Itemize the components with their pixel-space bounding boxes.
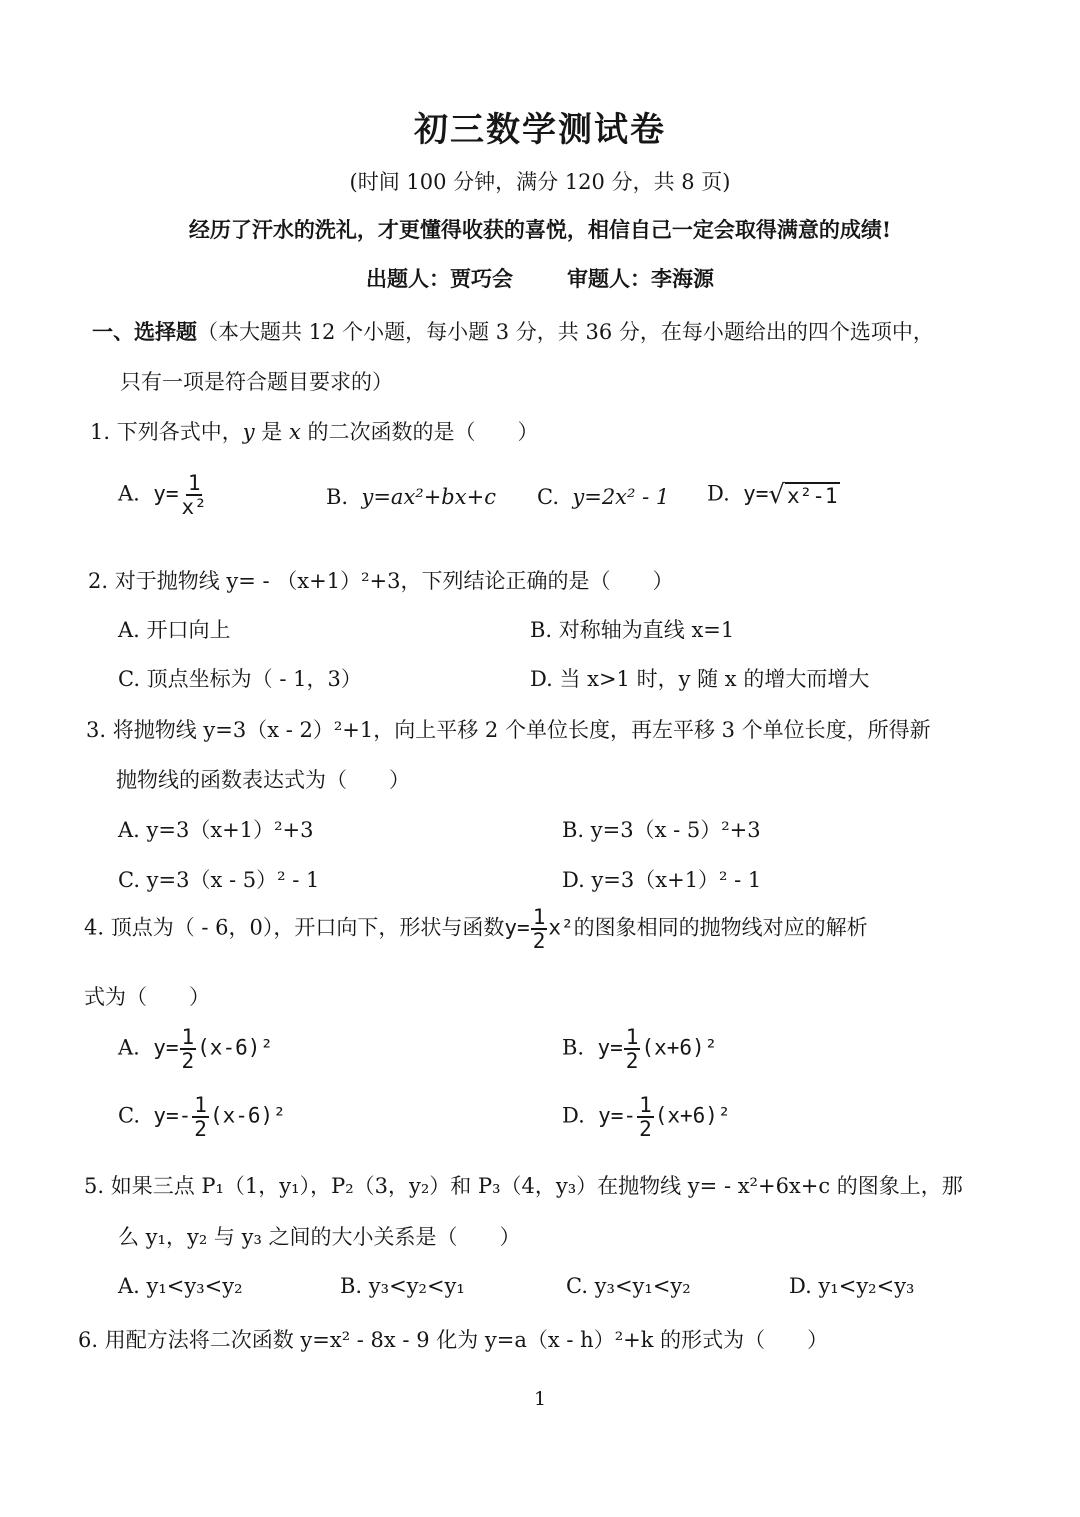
section-heading: [92, 316, 934, 346]
page-number: 1: [533, 1388, 547, 1410]
q5-option-d: D. y₁<y₂<y₃: [789, 1274, 915, 1298]
q4-text-a: 4. 顶点为（ - 6，0），开口向下，形状与函数: [84, 915, 505, 940]
q4-option-b: [562, 1026, 717, 1072]
q1-d-lhs: y=: [743, 481, 769, 506]
q2-option-c: C. 顶点坐标为（ - 1，3）: [118, 667, 362, 691]
q4-b-tail: (x+6)²: [641, 1035, 718, 1060]
q3-option-a: A. y=3（x+1）²+3: [118, 818, 314, 842]
question-1-stem: [90, 416, 539, 446]
q1-d-radicand: x²-1: [787, 484, 838, 508]
section-title: 一、选择题: [92, 319, 197, 344]
question-2-stem: 2. 对于抛物线 y= - （x+1）²+3，下列结论正确的是（ ）: [88, 569, 674, 593]
question-4-stem-cont: 式为（ ）: [84, 985, 210, 1009]
q1-var-y: y: [242, 420, 255, 444]
q4-stem-num: 1: [532, 905, 546, 929]
option-label: B.: [326, 485, 349, 509]
q2-option-d: D. 当 x>1 时，y 随 x 的增大而增大: [530, 667, 870, 691]
q4-c-tail: (x-6)²: [209, 1103, 286, 1128]
author: 出题人：贾巧会: [366, 266, 513, 291]
q1-var-x: x: [288, 420, 301, 444]
q4-a-lhs: y=: [153, 1035, 179, 1060]
q4-c-den: 2: [194, 1117, 207, 1142]
q4-d-num: 1: [639, 1093, 652, 1117]
q4-a-tail: (x-6)²: [197, 1035, 274, 1060]
q1-option-d: [707, 480, 840, 510]
q1-option-c: [537, 485, 669, 509]
q4-d-tail: (x+6)²: [654, 1103, 731, 1128]
option-label: A.: [118, 1035, 140, 1060]
q4-a-fraction: [180, 1026, 197, 1072]
motto: 经历了汗水的洗礼，才更懂得收获的喜悦，相信自己一定会取得满意的成绩!: [188, 217, 892, 242]
q1-text-b: 是: [261, 420, 283, 444]
q4-stem-lhs: y=: [504, 915, 530, 940]
exam-info: (时间 100 分钟，满分 120 分，共 8 页): [349, 170, 731, 194]
section-instructions: （本大题共 12 个小题，每小题 3 分，共 36 分，在每小题给出的四个选项中，: [197, 320, 934, 344]
q5-option-c: C. y₃<y₁<y₂: [566, 1274, 691, 1298]
q2-option-b: B. 对称轴为直线 x=1: [530, 618, 735, 642]
q4-d-den: 2: [639, 1117, 652, 1142]
q4-b-lhs: y=: [597, 1035, 623, 1060]
q3-option-d: D. y=3（x+1）² - 1: [562, 868, 762, 892]
sqrt-symbol: √: [768, 480, 785, 510]
reviewer: 审题人：李海源: [567, 266, 714, 291]
q3-option-c: C. y=3（x - 5）² - 1: [118, 868, 320, 892]
q4-option-a: [118, 1026, 273, 1072]
q4-d-lhs: y=-: [598, 1103, 637, 1128]
q4-text-b: 的图象相同的抛物线对应的解析: [573, 915, 868, 940]
q4-stem-var: x²: [548, 915, 574, 940]
question-6-stem: 6. 用配方法将二次函数 y=x² - 8x - 9 化为 y=a（x - h）²+k 的形式为（ ）: [78, 1328, 829, 1352]
q4-stem-den: 2: [532, 929, 546, 954]
q4-d-fraction: [637, 1094, 654, 1140]
option-label: B.: [562, 1035, 585, 1060]
section-instructions-cont: 只有一项是符合题目要求的）: [120, 370, 393, 394]
q3-option-b: B. y=3（x - 5）²+3: [562, 818, 761, 842]
question-5-stem: 5. 如果三点 P₁（1，y₁），P₂（3，y₂）和 P₃（4，y₃）在抛物线 y= - x²+6x+c 的图象上，那: [84, 1174, 963, 1198]
question-3-stem-cont: 抛物线的函数表达式为（ ）: [116, 768, 410, 792]
q4-c-fraction: [192, 1094, 209, 1140]
q4-b-fraction: [624, 1026, 641, 1072]
q1-text-a: 1. 下列各式中，: [90, 420, 243, 444]
question-4-stem: [84, 906, 868, 952]
option-label: D.: [562, 1103, 585, 1128]
page-title: 初三数学测试卷: [414, 110, 666, 150]
option-label: C.: [118, 1103, 140, 1128]
q1-c-expr: y=2x² - 1: [572, 485, 670, 509]
q1-option-a: [118, 472, 210, 518]
question-3-stem: 3. 将抛物线 y=3（x - 2）²+1，向上平移 2 个单位长度，再左平移 3 个单位长度，所得新: [86, 718, 931, 742]
option-label: D.: [707, 481, 730, 506]
q4-option-d: [562, 1094, 731, 1140]
q4-b-num: 1: [625, 1025, 639, 1049]
q1-a-num: 1: [187, 471, 201, 495]
q1-b-expr: y=ax²+bx+c: [361, 485, 496, 509]
q4-a-num: 1: [181, 1025, 195, 1049]
q4-stem-fraction: [531, 906, 548, 952]
q1-a-lhs: y=: [153, 481, 179, 506]
q4-a-den: 2: [181, 1049, 195, 1074]
q4-option-c: [118, 1094, 286, 1140]
q4-c-lhs: y=-: [153, 1103, 192, 1128]
question-5-stem-cont: 么 y₁，y₂ 与 y₃ 之间的大小关系是（ ）: [118, 1225, 521, 1249]
q1-option-b: [326, 485, 496, 509]
q2-option-a: A. 开口向上: [118, 618, 231, 642]
q4-c-num: 1: [194, 1093, 207, 1117]
q1-a-fraction: [180, 472, 209, 518]
q1-text-c: 的二次函数的是（ ）: [307, 420, 539, 444]
q5-option-a: A. y₁<y₃<y₂: [118, 1274, 243, 1298]
option-label: C.: [537, 485, 559, 509]
q4-b-den: 2: [625, 1049, 639, 1074]
authors-line: [0, 263, 1080, 293]
q1-a-den: x²: [181, 495, 207, 520]
option-label: A.: [118, 481, 140, 506]
q5-option-b: B. y₃<y₂<y₁: [340, 1274, 465, 1298]
